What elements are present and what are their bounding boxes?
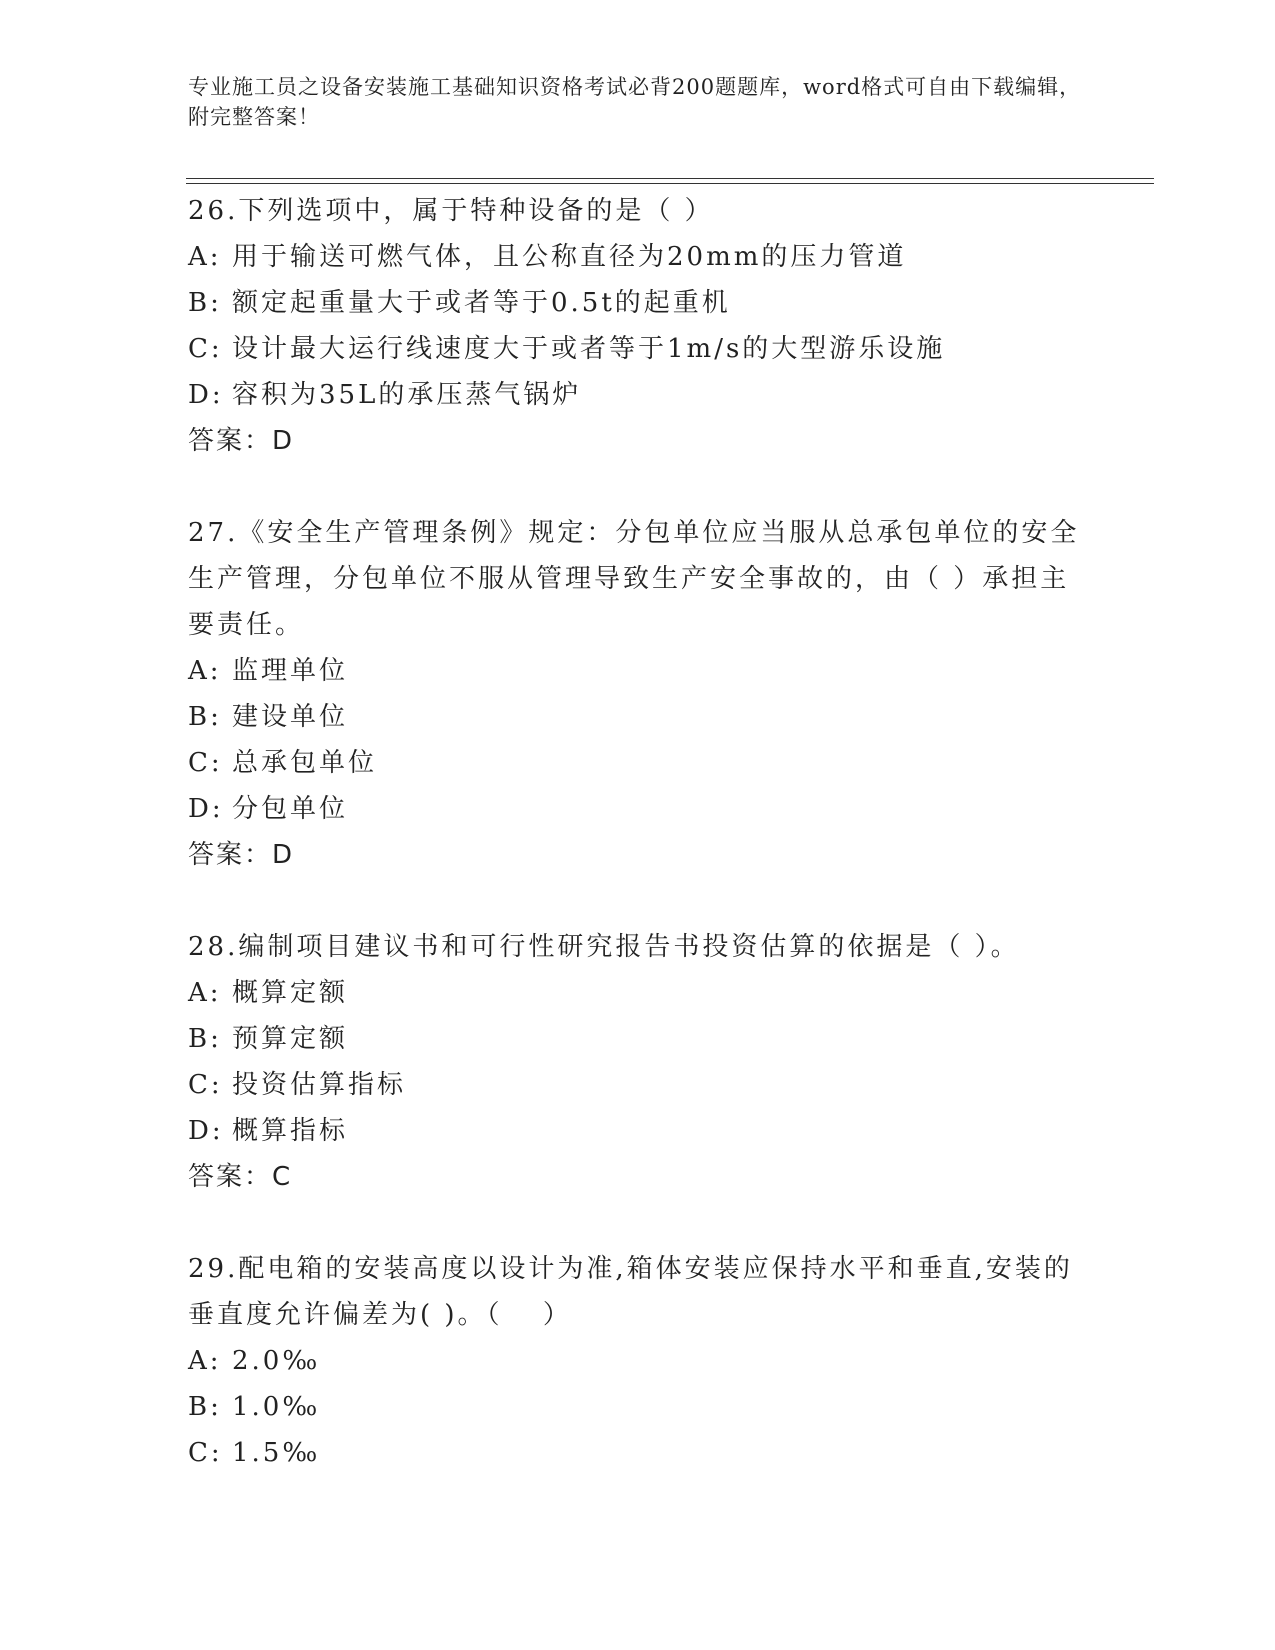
option-text: 1.5‰ bbox=[232, 1438, 321, 1468]
answer-line: 答案：D bbox=[188, 840, 295, 870]
question-stem: 26.下列选项中，属于特种设备的是（ ） bbox=[188, 196, 714, 226]
option-text: 2.0‰ bbox=[232, 1346, 321, 1376]
option-text: 用于输送可燃气体，且公称直径为20mm的压力管道 bbox=[232, 242, 907, 272]
question-stem: 27.《安全生产管理条例》规定：分包单位应当服从总承包单位的安全生产管理，分包单位不服从管理导致生产安全事故的，由（ ）承担主要责任。 bbox=[188, 518, 1080, 640]
option-letter: C: bbox=[188, 748, 223, 778]
option-letter: B: bbox=[188, 288, 222, 318]
option-letter: D: bbox=[188, 794, 224, 824]
option-text: 预算定额 bbox=[232, 1024, 349, 1054]
option-text: 分包单位 bbox=[232, 794, 349, 824]
question-stem: 28.编制项目建议书和可行性研究报告书投资估算的依据是（ ）。 bbox=[188, 932, 1020, 962]
option-c bbox=[188, 1062, 1088, 1108]
option-text: 总承包单位 bbox=[232, 748, 378, 778]
header-title: 专业施工员之设备安装施工基础知识资格考试必背200题题库，word格式可自由下载编辑，附完整答案！ bbox=[188, 75, 1082, 129]
document-header bbox=[188, 72, 1088, 132]
option-b bbox=[188, 1384, 1088, 1430]
option-d bbox=[188, 786, 1088, 832]
option-text: 概算指标 bbox=[232, 1116, 349, 1146]
option-letter: A: bbox=[188, 978, 222, 1008]
option-text: 额定起重量大于或者等于0.5t的起重机 bbox=[232, 288, 731, 318]
question-29 bbox=[188, 1246, 1088, 1476]
question-stem: 29.配电箱的安装高度以设计为准,箱体安装应保持水平和垂直,安装的垂直度允许偏差为( )。（ ） bbox=[188, 1254, 1073, 1330]
answer-line: 答案：D bbox=[188, 426, 295, 456]
option-text: 监理单位 bbox=[232, 656, 349, 686]
option-letter: D: bbox=[188, 1116, 224, 1146]
option-b bbox=[188, 1016, 1088, 1062]
question-28 bbox=[188, 924, 1088, 1200]
option-text: 建设单位 bbox=[232, 702, 349, 732]
option-letter: C: bbox=[188, 1438, 223, 1468]
option-text: 概算定额 bbox=[232, 978, 349, 1008]
answer-line: 答案：C bbox=[188, 1162, 293, 1192]
header-rule-bottom bbox=[186, 183, 1154, 184]
option-c bbox=[188, 740, 1088, 786]
option-d bbox=[188, 1108, 1088, 1154]
option-text: 投资估算指标 bbox=[232, 1070, 407, 1100]
option-c bbox=[188, 326, 1088, 372]
option-b bbox=[188, 280, 1088, 326]
question-27 bbox=[188, 510, 1088, 878]
option-letter: D: bbox=[188, 380, 224, 410]
option-letter: C: bbox=[188, 1070, 223, 1100]
option-c bbox=[188, 1430, 1088, 1476]
option-a bbox=[188, 1338, 1088, 1384]
header-rule-top bbox=[186, 178, 1154, 179]
option-a bbox=[188, 648, 1088, 694]
option-a bbox=[188, 970, 1088, 1016]
option-letter: A: bbox=[188, 656, 222, 686]
option-a bbox=[188, 234, 1088, 280]
option-b bbox=[188, 694, 1088, 740]
option-letter: B: bbox=[188, 1024, 222, 1054]
question-list bbox=[188, 188, 1088, 1522]
option-letter: B: bbox=[188, 1392, 222, 1422]
option-letter: C: bbox=[188, 334, 223, 364]
option-d bbox=[188, 372, 1088, 418]
option-text: 1.0‰ bbox=[232, 1392, 321, 1422]
option-text: 设计最大运行线速度大于或者等于1m/s的大型游乐设施 bbox=[232, 334, 946, 364]
question-26 bbox=[188, 188, 1088, 464]
option-text: 容积为35L的承压蒸气锅炉 bbox=[232, 380, 582, 410]
option-letter: A: bbox=[188, 242, 222, 272]
option-letter: B: bbox=[188, 702, 222, 732]
option-letter: A: bbox=[188, 1346, 222, 1376]
